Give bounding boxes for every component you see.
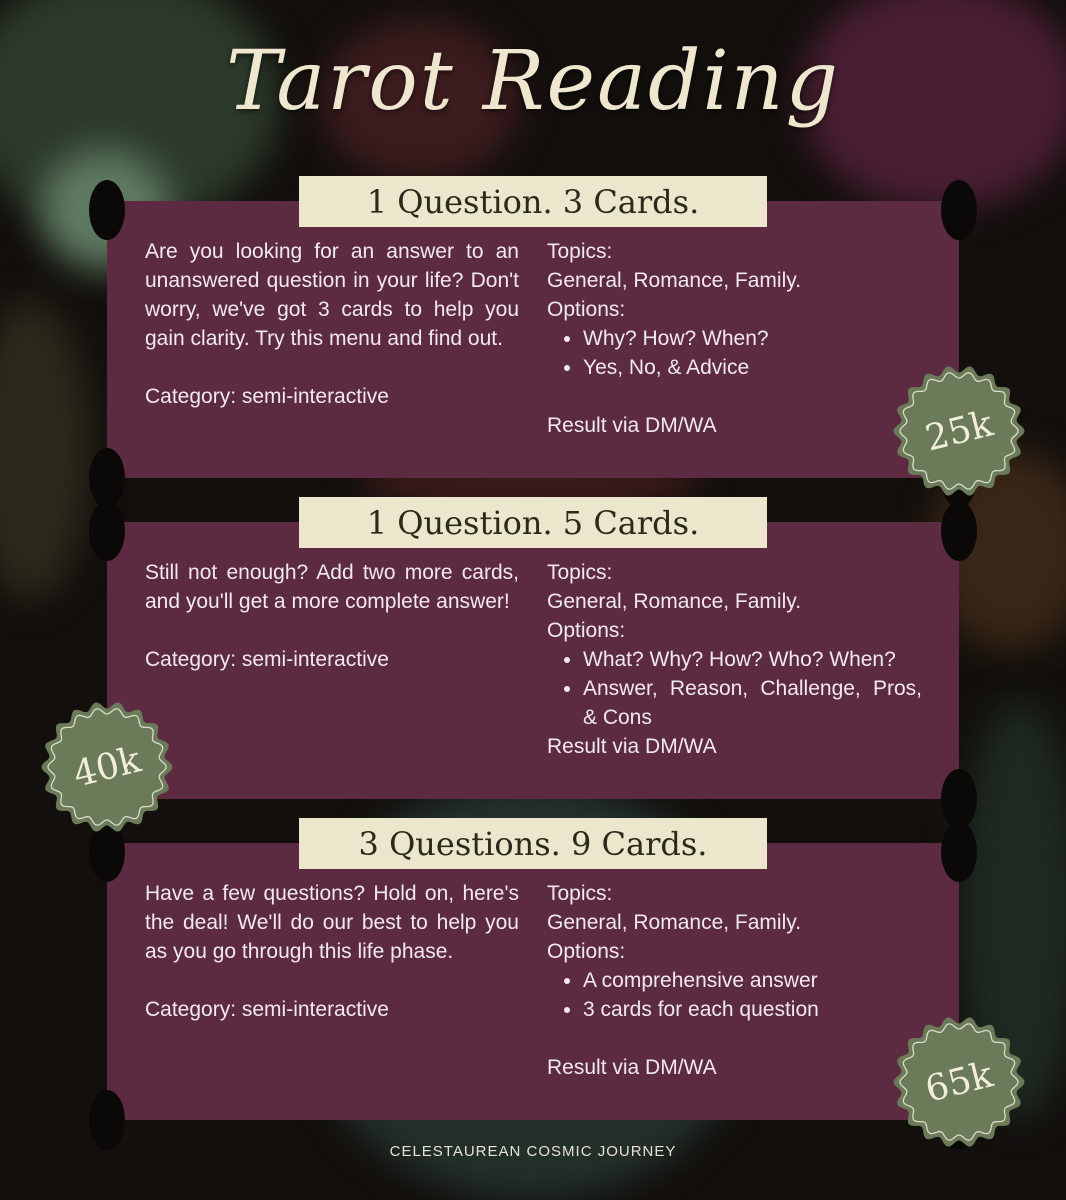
card-2-topics: General, Romance, Family. bbox=[547, 590, 802, 613]
card-1-options-label: Options: bbox=[547, 298, 626, 321]
card-1-left-column bbox=[145, 237, 519, 411]
card-1-heading: 1 Question. 3 Cards. bbox=[299, 176, 767, 227]
tarot-card-2 bbox=[107, 522, 959, 799]
card-1-topics-label: Topics: bbox=[547, 240, 613, 263]
card-2-left-column bbox=[145, 558, 519, 674]
ticket-notch bbox=[89, 180, 125, 240]
card-3-option: • A comprehensive answer bbox=[583, 966, 922, 995]
ticket-notch bbox=[941, 769, 977, 829]
card-2-right-column bbox=[547, 558, 922, 761]
footer-brand: CELESTAUREAN COSMIC JOURNEY bbox=[389, 1143, 677, 1160]
ticket-notch bbox=[941, 180, 977, 240]
card-3-description: Have a few questions? Hold on, here's the deal! We'll do our best to help you as you go through this life phase. bbox=[145, 882, 519, 963]
card-3-left-column bbox=[145, 879, 519, 1024]
price-badge-2 bbox=[40, 700, 174, 834]
card-1-right-column bbox=[547, 237, 922, 440]
price-label: 40k bbox=[69, 738, 145, 796]
card-3-category: Category: semi-interactive bbox=[145, 998, 389, 1021]
price-badge-3 bbox=[892, 1015, 1026, 1149]
card-2-category: Category: semi-interactive bbox=[145, 648, 389, 671]
page-title: Tarot Reading bbox=[226, 34, 840, 129]
ticket-notch bbox=[89, 501, 125, 561]
price-badge-1 bbox=[892, 364, 1026, 498]
card-1-description: Are you looking for an answer to an unanswered question in your life? Don't worry, we've got 3 cards to help you gain clarity. Try this menu and find out. bbox=[145, 240, 519, 350]
card-2-option: • Answer, Reason, Challenge, Pros, & Cons bbox=[583, 674, 922, 732]
card-1-option: • Yes, No, & Advice bbox=[583, 353, 922, 382]
card-3-topics: General, Romance, Family. bbox=[547, 911, 802, 934]
price-label: 65k bbox=[921, 1053, 997, 1111]
card-1-category: Category: semi-interactive bbox=[145, 385, 389, 408]
ticket-notch bbox=[941, 822, 977, 882]
tarot-card-3 bbox=[107, 843, 959, 1120]
card-1-result: Result via DM/WA bbox=[547, 414, 717, 437]
card-3-right-column bbox=[547, 879, 922, 1082]
card-2-heading: 1 Question. 5 Cards. bbox=[299, 497, 767, 548]
card-3-options-label: Options: bbox=[547, 940, 626, 963]
card-1-topics: General, Romance, Family. bbox=[547, 269, 802, 292]
card-3-options-list bbox=[547, 966, 922, 1024]
card-2-option: • What? Why? How? Who? When? bbox=[583, 645, 922, 674]
card-1-options-list bbox=[547, 324, 922, 382]
card-2-options-label: Options: bbox=[547, 619, 626, 642]
card-2-description: Still not enough? Add two more cards, and you'll get a more complete answer! bbox=[145, 561, 519, 613]
tarot-card-1 bbox=[107, 201, 959, 478]
card-2-topics-label: Topics: bbox=[547, 561, 613, 584]
ticket-notch bbox=[941, 501, 977, 561]
card-2-options-list bbox=[547, 645, 922, 732]
ticket-notch bbox=[89, 448, 125, 508]
card-3-option: • 3 cards for each question bbox=[583, 995, 922, 1024]
card-3-heading: 3 Questions. 9 Cards. bbox=[299, 818, 767, 869]
ticket-notch bbox=[89, 1090, 125, 1150]
card-3-topics-label: Topics: bbox=[547, 882, 613, 905]
card-1-option: • Why? How? When? bbox=[583, 324, 922, 353]
card-2-result: Result via DM/WA bbox=[547, 735, 717, 758]
price-label: 25k bbox=[921, 402, 997, 460]
card-3-result: Result via DM/WA bbox=[547, 1056, 717, 1079]
